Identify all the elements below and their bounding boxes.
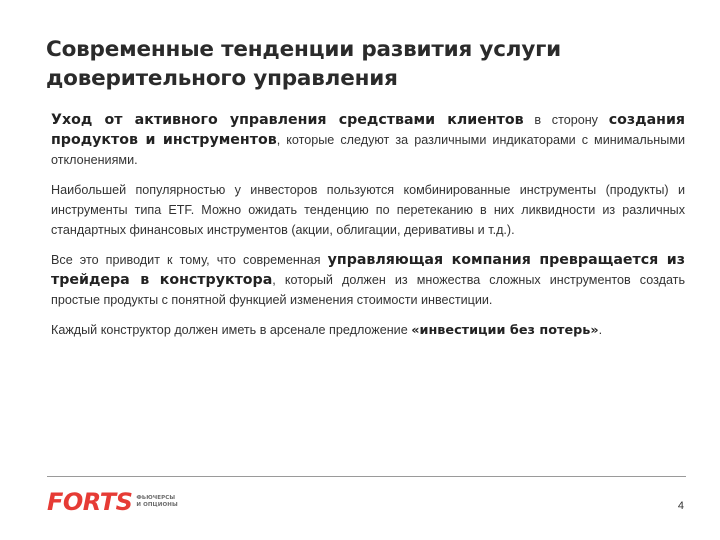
logo-wordmark: FORTS <box>47 488 133 516</box>
footer-divider <box>47 476 686 477</box>
paragraph-1-mid-bold: создания продуктов и инструментов <box>51 112 686 148</box>
paragraph-3-text-1: Все это приводит к тому, что современная <box>51 253 328 267</box>
paragraph-4-text-2: . <box>598 323 603 337</box>
slide-title: Современные тенденции развития услуги доверительного управления <box>46 37 562 91</box>
logo-subtitle-line-2: И ОПЦИОНЫ <box>136 502 178 508</box>
paragraph-3-mid-bold: управляющая компания превращается из трейдера в конструктора <box>51 252 685 288</box>
logo-subtitle-line-1: ФЬЮЧЕРСЫ <box>136 495 176 501</box>
paragraph-4-bold: «инвестиции без потерь» <box>411 323 599 338</box>
paragraph-constructor <box>51 250 685 310</box>
forts-logo <box>47 490 178 514</box>
paragraph-3-text-2: , который должен из множества сложных инструментов создать простые продукты с понятной функцией изменения стоимости инвестиции. <box>51 273 686 307</box>
logo-subtitle <box>136 495 177 509</box>
paragraph-4-text-1: Каждый конструктор должен иметь в арсенале предложение <box>51 323 412 337</box>
slide-body <box>51 110 685 341</box>
paragraph-1-text-2: , которые следуют за различными индикаторами с минимальными отклонениями. <box>51 133 686 167</box>
page-number: 4 <box>677 500 684 512</box>
paragraph-active-management <box>51 110 685 170</box>
paragraph-1-lead-bold: Уход от активного управления средствами клиентов <box>51 112 524 128</box>
paragraph-popular-instruments: Наибольшей популярностью у инвесторов пользуются комбинированные инструменты (продукты) и инструменты типа ETF. Можно ожидать тенденцию по перетеканию в них ликвидности из различных стандартных финансовых инструментов (акции, облигации, деривативы и т.д.). <box>51 183 685 237</box>
paragraph-1-text-1: в сторону <box>523 113 609 127</box>
paragraph-no-loss-investment <box>51 320 685 341</box>
